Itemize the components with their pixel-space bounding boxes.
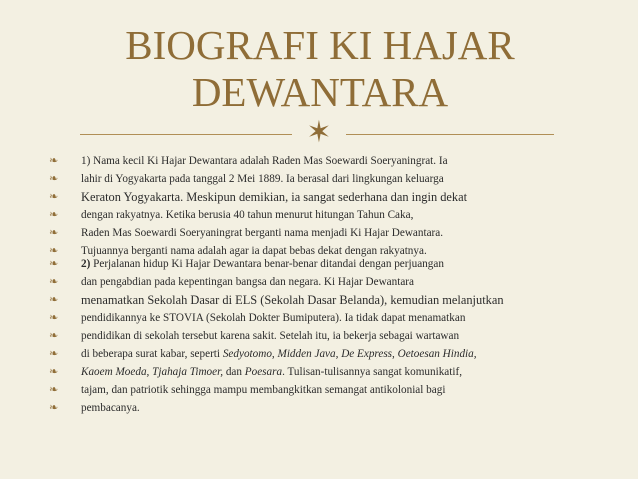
title-rule-right xyxy=(346,134,554,135)
bullet-icon: ❧ xyxy=(49,383,59,396)
bullet-icon: ❧ xyxy=(49,329,59,342)
line-text xyxy=(81,345,477,363)
line-text: dengan rakyatnya. Ketika berusia 40 tahun menurut hitungan Tahun Caka, xyxy=(81,209,414,221)
line-text: dan pengabdian pada kepentingan bangsa dan negara. Ki Hajar Dewantara xyxy=(81,276,414,288)
bullet-icon: ❧ xyxy=(49,244,59,257)
list-item xyxy=(49,255,618,273)
paragraph-number: 2) xyxy=(81,258,91,270)
title-line-2: DEWANTARA xyxy=(191,69,449,115)
list-item xyxy=(49,188,618,206)
paragraph-1 xyxy=(49,152,618,260)
newspaper-names: Sedyotomo, Midden Java, De Express, Oetoesan Hindia, xyxy=(222,348,477,360)
bullet-icon: ❧ xyxy=(49,154,59,167)
title-line-1: BIOGRAFI KI HAJAR xyxy=(125,22,515,68)
line-text: pendidikan di sekolah tersebut karena sakit. Setelah itu, ia bekerja sebagai wartawan xyxy=(81,330,460,342)
list-item xyxy=(49,291,618,309)
list-item xyxy=(49,399,618,417)
bullet-icon: ❧ xyxy=(49,293,59,306)
list-item xyxy=(49,309,618,327)
line-text: pembacanya. xyxy=(81,402,140,414)
line-text: pendidikannya ke STOVIA (Sekolah Dokter Bumiputera). Ia tidak dapat menamatkan xyxy=(81,312,466,324)
line-text-content: di beberapa surat kabar, seperti xyxy=(81,348,223,360)
bullet-icon: ❧ xyxy=(49,311,59,324)
paragraph-2 xyxy=(49,255,618,417)
line-text-content: dan xyxy=(223,366,245,378)
list-item xyxy=(49,152,618,170)
list-item xyxy=(49,224,618,242)
bullet-icon: ❧ xyxy=(49,190,59,203)
line-text xyxy=(81,255,444,273)
line-text: Keraton Yogyakarta. Meskipun demikian, ia sangat sederhana dan ingin dekat xyxy=(81,190,468,204)
bullet-icon: ❧ xyxy=(49,365,59,378)
bullet-icon: ❧ xyxy=(49,226,59,239)
list-item xyxy=(49,381,618,399)
bullet-icon: ❧ xyxy=(49,208,59,221)
title-rule-left xyxy=(80,134,292,135)
line-text: Tujuannya berganti nama adalah agar ia dapat bebas dekat dengan rakyatnya. xyxy=(81,245,427,257)
list-item xyxy=(49,327,618,345)
line-text-content: Perjalanan hidup Ki Hajar Dewantara benar-benar ditandai dengan perjuangan xyxy=(93,258,444,270)
slide-title xyxy=(60,22,580,116)
ornament-icon: ✶ xyxy=(306,115,332,150)
newspaper-names: Kaoem Moeda, Tjahaja Timoer, xyxy=(81,366,224,378)
line-text: tajam, dan patriotik sehingga mampu membangkitkan semangat antikolonial bagi xyxy=(81,384,446,396)
list-item xyxy=(49,363,618,381)
line-text: lahir di Yogyakarta pada tanggal 2 Mei 1889. Ia berasal dari lingkungan keluarga xyxy=(81,173,444,185)
bullet-icon: ❧ xyxy=(49,257,59,270)
newspaper-names: Poesara xyxy=(244,366,283,378)
bullet-icon: ❧ xyxy=(49,347,59,360)
line-text xyxy=(81,363,462,381)
line-text: menamatkan Sekolah Dasar di ELS (Sekolah Dasar Belanda), kemudian melanjutkan xyxy=(81,293,504,307)
list-item xyxy=(49,206,618,224)
bullet-icon: ❧ xyxy=(49,275,59,288)
list-item xyxy=(49,273,618,291)
line-text: 1) Nama kecil Ki Hajar Dewantara adalah Raden Mas Soewardi Soeryaningrat. Ia xyxy=(81,155,448,167)
bullet-icon: ❧ xyxy=(49,172,59,185)
line-text: Raden Mas Soewardi Soeryaningrat berganti nama menjadi Ki Hajar Dewantara. xyxy=(81,227,444,239)
list-item xyxy=(49,170,618,188)
line-text-content: . Tulisan-tulisannya sangat komunikatif, xyxy=(282,366,463,378)
bullet-icon: ❧ xyxy=(49,401,59,414)
list-item xyxy=(49,345,618,363)
